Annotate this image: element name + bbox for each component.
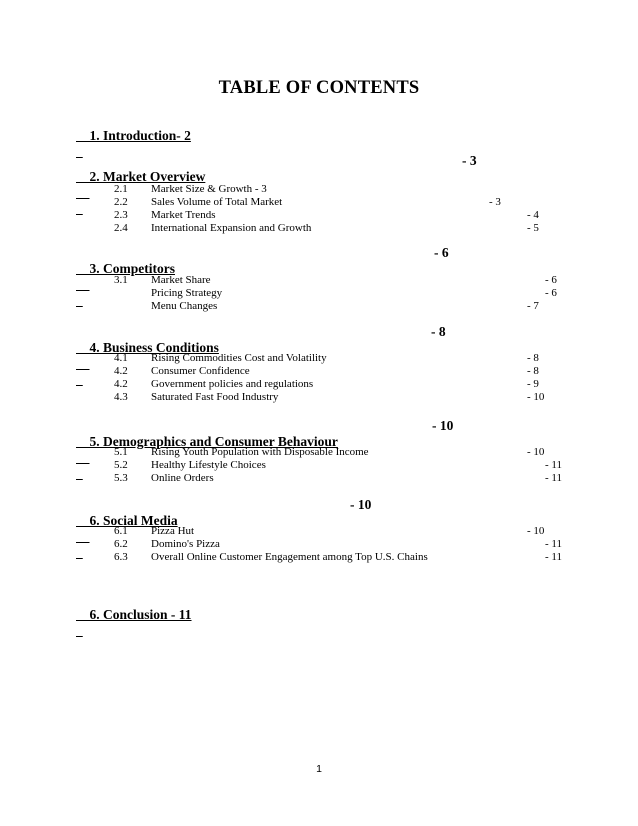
section-label: 3. Competitors <box>89 261 175 276</box>
toc-item-label: Rising Youth Population with Disposable Income <box>151 446 369 458</box>
toc-section-business-conditions <box>76 324 451 355</box>
toc-item-page: - 11 <box>545 472 563 484</box>
toc-item-number: 2.2 <box>114 196 128 208</box>
toc-item-label: Pricing Strategy <box>151 287 223 299</box>
toc-item-page: - 6 <box>545 287 557 299</box>
section-page: - 3 <box>462 153 477 168</box>
toc-item-label: Healthy Lifestyle Choices <box>151 459 266 471</box>
toc-item-label: Government policies and regulations <box>151 378 314 390</box>
section-page: - 6 <box>434 245 449 260</box>
toc-item-page: - 8 <box>527 352 539 364</box>
page-number: 1 <box>316 763 322 775</box>
toc-item-label: Market Share <box>151 274 211 286</box>
toc-item-number: 6.1 <box>114 525 128 537</box>
toc-item-number: 2.3 <box>114 209 128 221</box>
toc-item-number: 5.1 <box>114 446 128 458</box>
toc-item-label: Consumer Confidence <box>151 365 250 377</box>
toc-item-page: - 4 <box>527 209 539 221</box>
section-page: - 10 <box>350 497 372 512</box>
toc-item-number: 5.2 <box>114 459 128 471</box>
toc-item-page: - 11 <box>545 459 563 471</box>
toc-item-label: Pizza Hut <box>151 525 195 537</box>
toc-item-page: - 8 <box>527 365 539 377</box>
section-label: 2. Market Overview <box>89 169 206 184</box>
toc-section-conclusion <box>76 591 196 622</box>
toc-item-label: International Expansion and Growth <box>151 222 312 234</box>
toc-item-number: 2.1 <box>114 183 128 195</box>
toc-item-page: - 5 <box>527 222 539 234</box>
toc-item-number: 6.3 <box>114 551 128 563</box>
toc-item-page: - 10 <box>527 391 545 403</box>
toc-item-label: Market Size & Growth - 3 <box>151 183 267 195</box>
toc-item-number: 2.4 <box>114 222 128 234</box>
section-label: 6. Conclusion - 11 <box>89 607 192 622</box>
toc-item-number: 6.2 <box>114 538 128 550</box>
page-title: TABLE OF CONTENTS <box>218 78 420 98</box>
section-label: 5. Demographics and Consumer Behaviour <box>89 434 338 449</box>
toc-item-label: Sales Volume of Total Market <box>151 196 283 208</box>
toc-item-page: - 10 <box>527 446 545 458</box>
toc-item-page: - 7 <box>527 300 539 312</box>
toc-item-number: 4.3 <box>114 391 128 403</box>
toc-item-label: Menu Changes <box>151 300 218 312</box>
toc-section-market-overview <box>76 153 490 184</box>
toc-section-introduction <box>76 112 191 143</box>
section-label: 6. Social Media <box>89 513 178 528</box>
toc-item-number: 4.2 <box>114 365 128 377</box>
toc-item-page: - 11 <box>545 551 563 563</box>
section-label: 1. Introduction- 2 <box>89 128 191 143</box>
toc-item-number: 4.2 <box>114 378 128 390</box>
section-label: 4. Business Conditions <box>89 340 219 355</box>
toc-item-page: - 10 <box>527 525 545 537</box>
section-page: - 8 <box>431 324 446 339</box>
toc-section-social-media <box>76 497 376 528</box>
toc-item-label: Saturated Fast Food Industry <box>151 391 279 403</box>
toc-item-number: 5.3 <box>114 472 128 484</box>
toc-item-page: - 3 <box>489 196 501 208</box>
toc-item-page: - 11 <box>545 538 563 550</box>
toc-item-label: Domino's Pizza <box>151 538 220 550</box>
toc-item-page: - 9 <box>527 378 539 390</box>
toc-item-label: Rising Commodities Cost and Volatility <box>151 352 327 364</box>
toc-item-page: - 6 <box>545 274 557 286</box>
section-page: - 10 <box>432 418 454 433</box>
toc-section-competitors <box>76 245 457 276</box>
toc-section-demographics <box>76 418 459 449</box>
toc-item-label: Market Trends <box>151 209 216 221</box>
toc-item-number: 3.1 <box>114 274 128 286</box>
toc-item-number: 4.1 <box>114 352 128 364</box>
toc-item-label: Overall Online Customer Engagement among Top U.S. Chains <box>151 551 428 563</box>
toc-item-label: Online Orders <box>151 472 214 484</box>
